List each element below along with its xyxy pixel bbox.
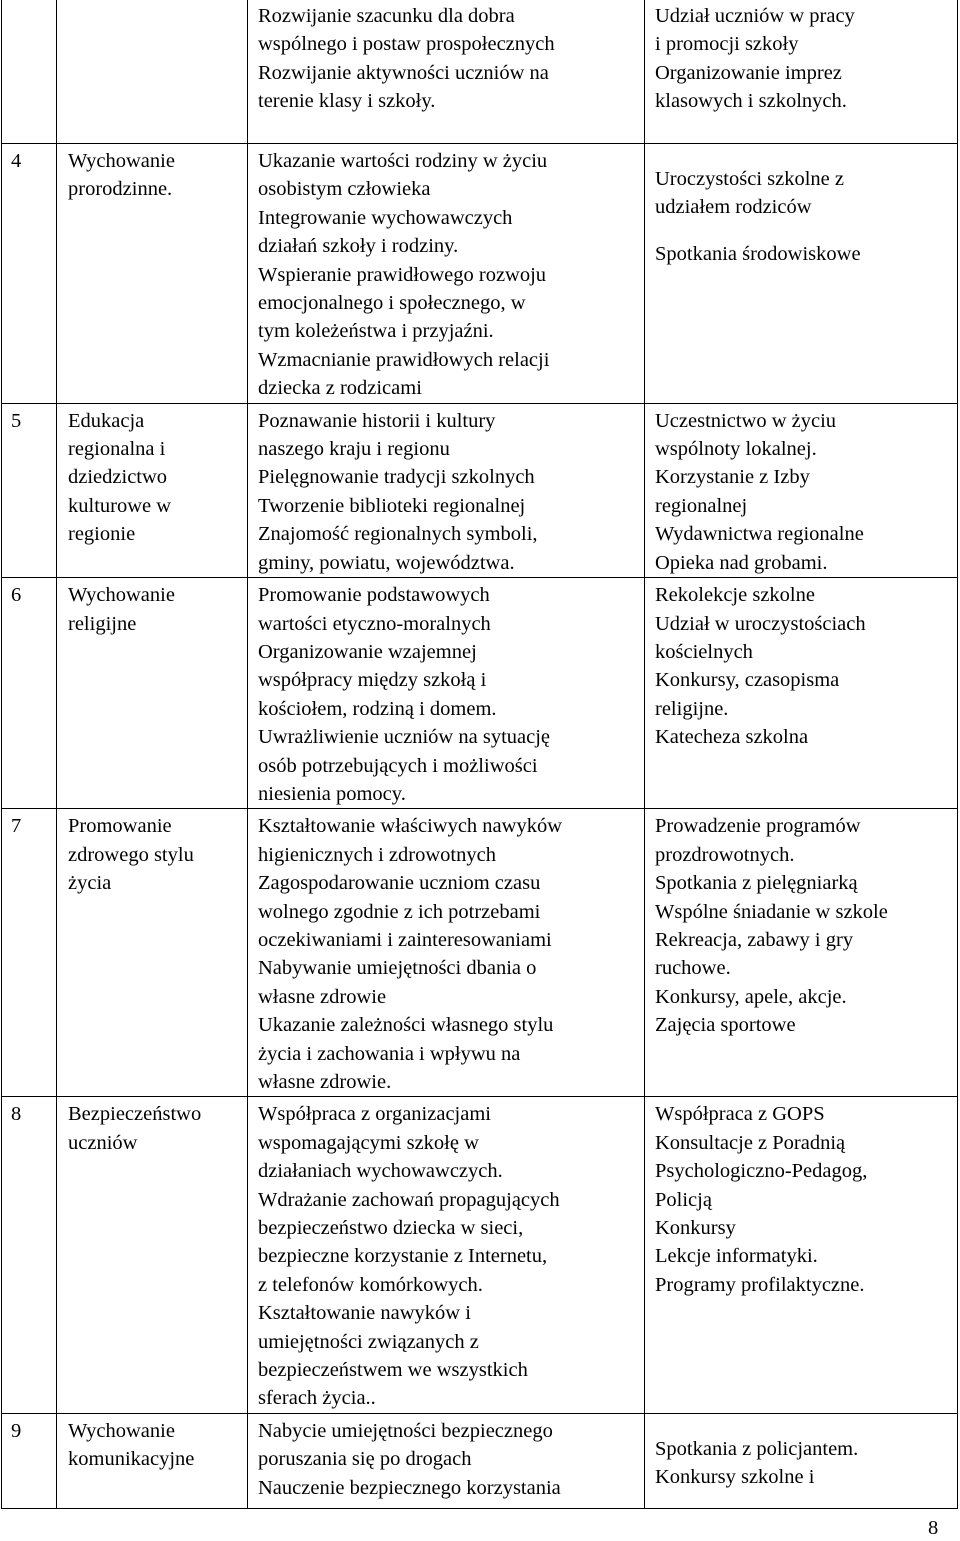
- forms-cell: [645, 0, 958, 144]
- forms-cell-line: Programy profilaktyczne.: [655, 1273, 865, 1296]
- goals-cell-line: działań szkoły i rodziny.: [258, 235, 459, 258]
- area-name-line: Wychowanie: [68, 150, 175, 172]
- row-number: 4: [2, 144, 57, 404]
- forms-cell: [645, 144, 958, 404]
- goals-cell-line: Rozwijanie aktywności uczniów na: [258, 61, 549, 84]
- goals-cell-line: umiejętności związanych z: [258, 1330, 479, 1353]
- goals-cell-line: kościołem, rodziną i domem.: [258, 697, 497, 720]
- page-number: 8: [928, 1517, 939, 1539]
- goals-cell-line: terenie klasy i szkoły.: [258, 90, 436, 113]
- goals-cell-line: Ukazanie zależności własnego stylu: [258, 1014, 554, 1037]
- goals-cell-line: Wzmacnianie prawidłowych relacji: [258, 348, 550, 371]
- forms-cell-line: Wspólne śniadanie w szkole: [655, 900, 888, 923]
- table-body: [2, 0, 958, 1508]
- goals-cell-line: wspomagającymi szkołę w: [258, 1131, 479, 1154]
- goals-cell-line: Nauczenie bezpiecznego korzystania: [258, 1476, 561, 1499]
- row-number: [2, 0, 57, 144]
- forms-cell-line: Konkursy, apele, akcje.: [655, 985, 847, 1008]
- forms-cell-line: Udział uczniów w pracy: [655, 5, 855, 27]
- goals-cell-line: dziecka z rodzicami: [258, 377, 422, 400]
- area-name: [57, 809, 248, 1097]
- forms-cell-line: Rekreacja, zabawy i gry: [655, 928, 854, 951]
- goals-cell-line: Wspieranie prawidłowego rozwoju: [258, 263, 547, 286]
- area-name-line: Wychowanie: [68, 584, 175, 607]
- goals-cell-line: gminy, powiatu, województwa.: [258, 551, 515, 574]
- forms-cell-line: [655, 147, 957, 165]
- area-name-line: Edukacja: [68, 409, 145, 432]
- goals-cell-line: wolnego zgodnie z ich potrzebami: [258, 900, 541, 923]
- goals-cell-line: osobistym człowieka: [258, 178, 431, 201]
- forms-cell-line: Spotkania z pielęgniarką: [655, 872, 858, 895]
- forms-cell-line: Opieka nad grobami.: [655, 551, 828, 574]
- goals-cell-line: wartości etyczno-moralnych: [258, 612, 491, 635]
- table-row: [2, 144, 958, 404]
- forms-cell-line: ruchowe.: [655, 957, 731, 980]
- goals-cell-line: Promowanie podstawowych: [258, 584, 490, 607]
- row-number: 7: [2, 809, 57, 1097]
- forms-cell-line: religijne.: [655, 697, 729, 720]
- goals-cell-line: Ukazanie wartości rodziny w życiu: [258, 150, 548, 172]
- goals-cell-line: Uwrażliwienie uczniów na sytuację: [258, 726, 551, 749]
- area-name-line: dziedzictwo: [68, 466, 168, 489]
- goals-cell-line: życia i zachowania i wpływu na: [258, 1042, 521, 1065]
- goals-cell-line: naszego kraju i regionu: [258, 438, 450, 461]
- area-name-line: komunikacyjne: [68, 1448, 195, 1471]
- forms-cell-line: Współpraca z GOPS: [655, 1103, 825, 1126]
- forms-cell: [645, 403, 958, 577]
- area-name-line: religijne: [68, 612, 137, 635]
- table-row: [2, 578, 958, 809]
- goals-cell-line: osób potrzebujących i możliwości: [258, 754, 538, 777]
- area-name-line: życia: [68, 872, 112, 895]
- goals-cell-line: Rozwijanie szacunku dla dobra: [258, 5, 515, 27]
- goals-cell-line: bezpieczeństwo dziecka w sieci,: [258, 1217, 524, 1240]
- forms-cell: [645, 809, 958, 1097]
- area-name-line: Bezpieczeństwo: [68, 1103, 202, 1126]
- forms-cell-line: Uczestnictwo w życiu: [655, 409, 837, 432]
- goals-cell: [248, 578, 645, 809]
- goals-cell: [248, 1413, 645, 1508]
- goals-cell-line: Organizowanie wzajemnej: [258, 640, 477, 663]
- forms-cell: [645, 578, 958, 809]
- goals-cell-line: bezpieczne korzystanie z Internetu,: [258, 1245, 548, 1268]
- goals-cell-line: Współpraca z organizacjami: [258, 1103, 491, 1126]
- forms-cell-line: regionalnej: [655, 494, 748, 517]
- row-number: 8: [2, 1097, 57, 1413]
- forms-cell-line: Spotkania z policjantem.: [655, 1437, 859, 1460]
- forms-cell: [645, 1097, 958, 1413]
- education-plan-table: [1, 0, 958, 1509]
- forms-cell-line: [655, 1417, 957, 1435]
- goals-cell-line: Poznawanie historii i kultury: [258, 409, 496, 432]
- goals-cell-line: Integrowanie wychowawczych: [258, 206, 513, 229]
- goals-cell-line: z telefonów komórkowych.: [258, 1273, 483, 1296]
- forms-cell-line: i promocji szkoły: [655, 33, 799, 56]
- goals-cell: [248, 1097, 645, 1413]
- goals-cell-line: Nabycie umiejętności bezpiecznego: [258, 1419, 553, 1442]
- forms-cell-line: udziałem rodziców: [655, 196, 812, 219]
- table-row: [2, 1413, 958, 1508]
- forms-cell-line: Udział w uroczystościach: [655, 612, 866, 635]
- area-name: [57, 1413, 248, 1508]
- forms-cell-line: Psychologiczno-Pedagog,: [655, 1160, 868, 1183]
- table-row: [2, 1097, 958, 1413]
- goals-cell: [248, 0, 645, 144]
- goals-cell-line: higienicznych i zdrowotnych: [258, 843, 496, 866]
- forms-cell-line: prozdrowotnych.: [655, 843, 795, 866]
- area-name: [57, 0, 248, 144]
- forms-cell-line: kościelnych: [655, 640, 753, 663]
- forms-cell-line: Konkursy szkolne i: [655, 1466, 815, 1489]
- goals-cell-line: działaniach wychowawczych.: [258, 1160, 503, 1183]
- goals-cell-line: Znajomość regionalnych symboli,: [258, 523, 538, 546]
- goals-cell-line: własne zdrowie.: [258, 1071, 392, 1093]
- area-name-line: uczniów: [68, 1131, 138, 1154]
- table-row: [2, 403, 958, 577]
- forms-cell-line: Prowadzenie programów: [655, 815, 861, 838]
- goals-cell-line: Nabywanie umiejętności dbania o: [258, 957, 537, 980]
- forms-cell-line: Konsultacje z Poradnią: [655, 1131, 846, 1154]
- forms-cell-line: [655, 222, 957, 240]
- goals-cell-line: własne zdrowie: [258, 985, 387, 1008]
- goals-cell-line: poruszania się po drogach: [258, 1448, 472, 1471]
- goals-cell-line: sferach życia..: [258, 1387, 376, 1410]
- goals-cell: [248, 403, 645, 577]
- area-name-line: kulturowe w: [68, 494, 172, 517]
- goals-cell-line: Kształtowanie właściwych nawyków: [258, 815, 562, 838]
- forms-cell-line: Spotkania środowiskowe: [655, 242, 861, 265]
- goals-cell: [248, 144, 645, 404]
- forms-cell-line: Katecheza szkolna: [655, 726, 809, 749]
- forms-cell-line: Korzystanie z Izby: [655, 466, 810, 489]
- forms-cell-line: Lekcje informatyki.: [655, 1245, 818, 1268]
- forms-cell-line: Wydawnictwa regionalne: [655, 523, 864, 546]
- forms-cell-line: Konkursy: [655, 1217, 736, 1240]
- area-name-line: regionalna i: [68, 438, 166, 461]
- forms-cell-line: Rekolekcje szkolne: [655, 584, 815, 607]
- table-row: [2, 0, 958, 144]
- table-row: [2, 809, 958, 1097]
- goals-cell-line: bezpieczeństwem we wszystkich: [258, 1359, 528, 1382]
- area-name-line: regionie: [68, 523, 136, 546]
- goals-cell-line: niesienia pomocy.: [258, 782, 406, 805]
- goals-cell-line: Tworzenie biblioteki regionalnej: [258, 494, 526, 517]
- forms-cell-line: Konkursy, czasopisma: [655, 669, 840, 692]
- area-name: [57, 403, 248, 577]
- goals-cell-line: oczekiwaniami i zainteresowaniami: [258, 928, 552, 951]
- goals-cell-line: tym koleżeństwa i przyjaźni.: [258, 320, 494, 343]
- row-number: 5: [2, 403, 57, 577]
- goals-cell-line: współpracy między szkołą i: [258, 669, 487, 692]
- area-name-line: zdrowego stylu: [68, 843, 194, 866]
- forms-cell-line: Uroczystości szkolne z: [655, 168, 844, 190]
- area-name: [57, 578, 248, 809]
- area-name-line: Promowanie: [68, 815, 172, 838]
- forms-cell-line: Organizowanie imprez: [655, 61, 842, 84]
- goals-cell-line: wspólnego i postaw prospołecznych: [258, 33, 555, 56]
- forms-cell-line: wspólnoty lokalnej.: [655, 438, 817, 461]
- goals-cell: [248, 809, 645, 1097]
- goals-cell-line: Wdrażanie zachowań propagujących: [258, 1188, 560, 1211]
- forms-cell-line: klasowych i szkolnych.: [655, 90, 847, 113]
- goals-cell-line: Kształtowanie nawyków i: [258, 1302, 471, 1325]
- goals-cell-line: Zagospodarowanie uczniom czasu: [258, 872, 541, 895]
- area-name-line: prorodzinne.: [68, 178, 173, 201]
- row-number: 6: [2, 578, 57, 809]
- row-number: 9: [2, 1413, 57, 1508]
- forms-cell: [645, 1413, 958, 1508]
- forms-cell-line: Zajęcia sportowe: [655, 1014, 796, 1037]
- goals-cell-line: Pielęgnowanie tradycji szkolnych: [258, 466, 535, 489]
- area-name: [57, 144, 248, 404]
- forms-cell-line: Policją: [655, 1188, 712, 1211]
- area-name-line: Wychowanie: [68, 1419, 175, 1442]
- goals-cell-line: emocjonalnego i społecznego, w: [258, 292, 526, 315]
- area-name: [57, 1097, 248, 1413]
